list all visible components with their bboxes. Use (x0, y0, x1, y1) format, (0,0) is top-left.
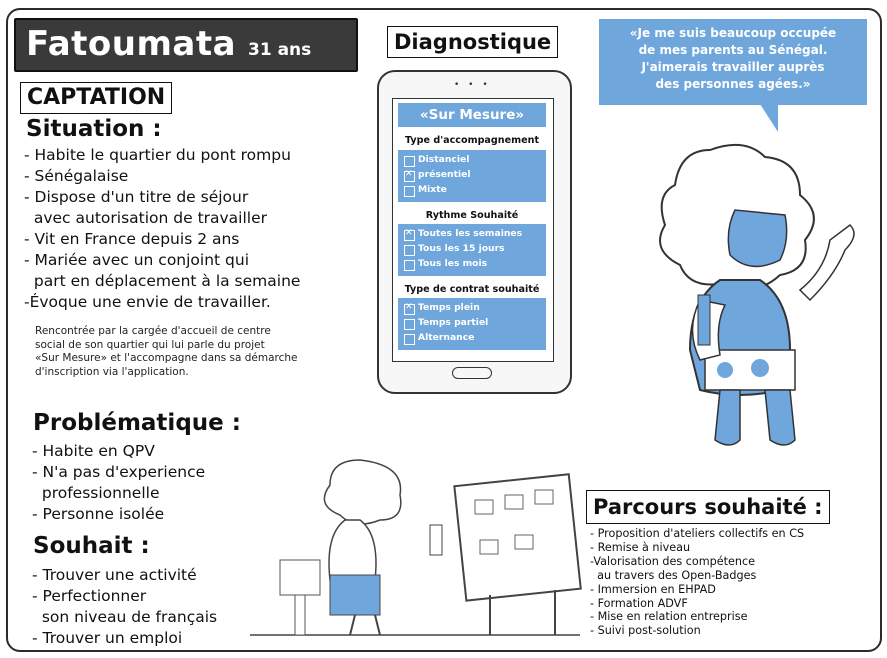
option-presentiel: présentiel (418, 169, 471, 180)
checkbox-temps-plein[interactable] (404, 304, 415, 315)
option-distanciel: Distanciel (418, 154, 470, 165)
quote-bubble (599, 19, 867, 105)
phone-home-button (452, 367, 492, 379)
problematique-title: Problématique : (33, 410, 241, 436)
checkbox-distanciel[interactable] (404, 156, 415, 167)
option-toutes-semaines: Toutes les semaines (418, 228, 523, 239)
situation-title: Situation : (26, 116, 162, 142)
captation-label: CAPTATION (20, 82, 172, 114)
checkbox-toutes-semaines[interactable] (404, 230, 415, 241)
section-contrat: Type de contrat souhaité (404, 284, 540, 295)
checkbox-presentiel[interactable] (404, 171, 415, 182)
diagnostique-label: Diagnostique (387, 26, 558, 58)
woman-character-illustration (640, 130, 870, 460)
section-accompagnement: Type d'accompagnement (404, 135, 540, 146)
checkbox-tous-mois[interactable] (404, 260, 415, 271)
option-15-jours: Tous les 15 jours (418, 243, 505, 254)
souhait-list: - Trouver une activité - Perfectionner son niveau de français - Trouver un emploi (32, 566, 218, 647)
quote-bubble-tail (760, 104, 778, 132)
option-alternance: Alternance (418, 332, 475, 343)
phone-speaker: • • • (454, 80, 491, 90)
captation-note: Rencontrée par la cargée d'accueil de centre social de son quartier qui lui parle du projet «Sur Mesure» et l'accompagne dans sa démarche d'inscription via l'application. (35, 325, 298, 378)
name-banner (14, 18, 358, 72)
souhait-title: Souhait : (33, 533, 150, 559)
parcours-title: Parcours souhaité : (586, 490, 830, 524)
situation-list: - Habite le quartier du pont rompu - Sénégalaise - Dispose d'un titre de séjour avec autorisation de travailler - Vit en France depuis 2 ans - Mariée avec un conjoint qui part en déplacement à la semaine -Évoque une envie de travailler. (24, 146, 301, 311)
checkbox-temps-partiel[interactable] (404, 319, 415, 330)
option-temps-plein: Temps plein (418, 302, 480, 313)
app-title: «Sur Mesure» (398, 103, 546, 127)
quote-text: «Je me suis beaucoup occupée de mes parents au Sénégal. J'aimerais travailler auprès des personnes agées.» (629, 26, 837, 91)
option-mixte: Mixte (418, 184, 447, 195)
option-tous-mois: Tous les mois (418, 258, 488, 269)
section-rythme: Rythme Souhaité (425, 210, 519, 221)
parcours-list: - Proposition d'ateliers collectifs en CS - Remise à niveau -Valorisation des compétence au travers des Open-Badges - Immersion en EHPAD - Formation ADVF - Mise en relation entreprise - Suivi post-solution (590, 527, 805, 638)
checkbox-alternance[interactable] (404, 334, 415, 345)
problematique-list: - Habite en QPV - N'a pas d'experience professionnelle - Personne isolée (32, 442, 206, 523)
office-scene-illustration (250, 450, 590, 645)
person-name: Fatoumata (26, 24, 237, 64)
checkbox-15-jours[interactable] (404, 245, 415, 256)
person-age: 31 ans (248, 40, 312, 60)
option-temps-partiel: Temps partiel (418, 317, 489, 328)
checkbox-mixte[interactable] (404, 186, 415, 197)
